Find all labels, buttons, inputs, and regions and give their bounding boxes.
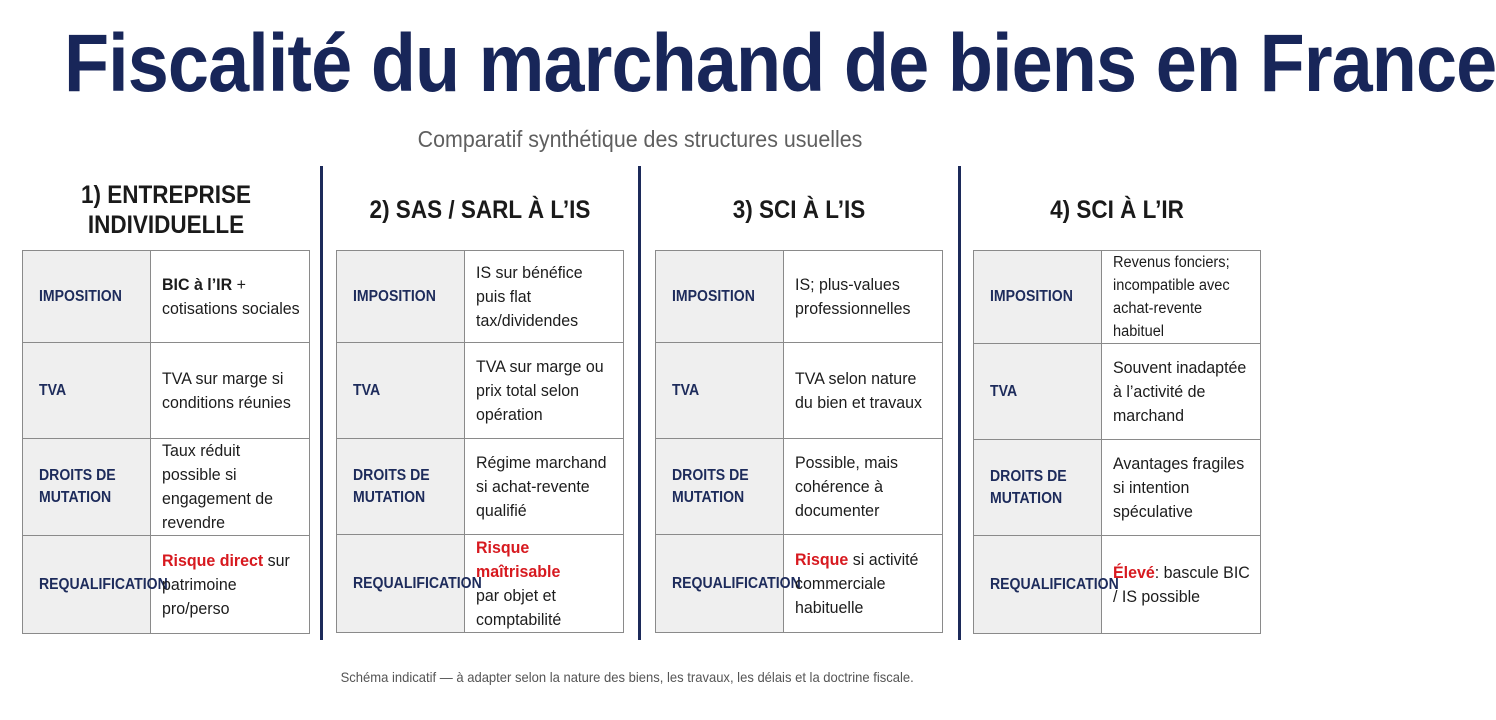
cell-emphasis: BIC à l’IR xyxy=(162,274,233,294)
structure-column-sci-ir xyxy=(973,170,1261,634)
cell-droits-de-mutation: Avantages fragiles si intention spéculative xyxy=(1102,440,1261,536)
column-heading-line: 1) ENTREPRISE xyxy=(80,181,252,209)
row-label-droits-de-mutation: DROITS DE MUTATION xyxy=(974,440,1102,536)
cell-tva: TVA selon nature du bien et travaux xyxy=(784,343,943,439)
table-row xyxy=(656,251,943,343)
cell-droits-de-mutation: Taux réduit possible si engagement de revendre xyxy=(151,439,310,536)
structure-column-sas-sarl-is xyxy=(336,170,624,633)
cell-text: si activité commerciale habituelle xyxy=(795,549,919,617)
column-heading xyxy=(669,170,928,250)
structure-column-entreprise-individuelle xyxy=(22,170,310,634)
table-row xyxy=(656,535,943,633)
row-label-requalification: REQUALIFICATION xyxy=(656,535,784,633)
cell-imposition: IS; plus-values professionnelles xyxy=(784,251,943,343)
cell-tva: Souvent inadaptée à l’activité de marchand xyxy=(1102,344,1261,440)
comparison-table xyxy=(22,250,310,634)
column-heading-line: 4) SCI À L’IR xyxy=(1050,196,1184,224)
table-row xyxy=(23,251,310,343)
table-row xyxy=(337,251,624,343)
cell-requalification xyxy=(1102,536,1261,634)
column-divider xyxy=(320,166,323,640)
cell-imposition: IS sur bénéfice puis flat tax/dividendes xyxy=(465,251,624,343)
table-row xyxy=(23,536,310,634)
cell-text: par objet et comptabilité xyxy=(476,585,562,629)
cell-droits-de-mutation: Régime marchand si achat-revente qualifié xyxy=(465,439,624,535)
cell-imposition: Revenus fonciers; incompatible avec achat-revente habituel xyxy=(1102,251,1261,344)
cell-requalification xyxy=(784,535,943,633)
row-label-tva: TVA xyxy=(337,343,465,439)
column-heading-line: 2) SAS / SARL À L’IS xyxy=(369,196,591,224)
page-title: Fiscalité du marchand de biens en France xyxy=(64,18,1496,109)
cell-requalification xyxy=(465,535,624,633)
cell-text: + cotisations sociales xyxy=(162,274,300,318)
table-row xyxy=(974,440,1261,536)
comparison-table xyxy=(336,250,624,633)
column-heading xyxy=(987,170,1246,250)
comparison-table xyxy=(655,250,943,633)
row-label-imposition: IMPOSITION xyxy=(656,251,784,343)
table-row xyxy=(656,343,943,439)
row-label-imposition: IMPOSITION xyxy=(974,251,1102,344)
row-label-imposition: IMPOSITION xyxy=(337,251,465,343)
table-row xyxy=(974,536,1261,634)
cell-tva: TVA sur marge si conditions réunies xyxy=(151,343,310,439)
column-heading xyxy=(36,170,295,250)
table-row xyxy=(23,439,310,536)
column-heading-line: 3) SCI À L’IS xyxy=(732,196,866,224)
column-divider xyxy=(958,166,961,640)
row-label-imposition: IMPOSITION xyxy=(23,251,151,343)
cell-requalification xyxy=(151,536,310,634)
risk-highlight: Élevé xyxy=(1113,562,1155,582)
table-row xyxy=(337,535,624,633)
table-row xyxy=(656,439,943,535)
table-row xyxy=(337,439,624,535)
row-label-tva: TVA xyxy=(23,343,151,439)
risk-highlight: Risque maîtrisable xyxy=(476,537,561,581)
cell-tva: TVA sur marge ou prix total selon opération xyxy=(465,343,624,439)
table-row xyxy=(23,343,310,439)
footnote: Schéma indicatif — à adapter selon la nature des biens, les travaux, les délais et la doctrine fiscale. xyxy=(340,669,915,685)
column-divider xyxy=(638,166,641,640)
row-label-requalification: REQUALIFICATION xyxy=(337,535,465,633)
risk-highlight: Risque direct xyxy=(162,550,264,570)
structure-column-sci-is xyxy=(655,170,943,633)
column-heading-line: INDIVIDUELLE xyxy=(87,211,245,239)
cell-text: : bascule BIC / IS possible xyxy=(1113,562,1250,606)
table-row xyxy=(974,251,1261,344)
row-label-requalification: REQUALIFICATION xyxy=(974,536,1102,634)
cell-droits-de-mutation: Possible, mais cohérence à documenter xyxy=(784,439,943,535)
table-row xyxy=(337,343,624,439)
row-label-droits-de-mutation: DROITS DE MUTATION xyxy=(337,439,465,535)
comparison-table xyxy=(973,250,1261,634)
row-label-requalification: REQUALIFICATION xyxy=(23,536,151,634)
risk-highlight: Risque xyxy=(795,549,849,569)
row-label-droits-de-mutation: DROITS DE MUTATION xyxy=(23,439,151,536)
cell-imposition xyxy=(151,251,310,343)
cell-text: sur patrimoine pro/perso xyxy=(162,550,290,618)
page-subtitle: Comparatif synthétique des structures usuelles xyxy=(417,126,863,152)
row-label-droits-de-mutation: DROITS DE MUTATION xyxy=(656,439,784,535)
table-row xyxy=(974,344,1261,440)
row-label-tva: TVA xyxy=(656,343,784,439)
column-heading xyxy=(350,170,609,250)
row-label-tva: TVA xyxy=(974,344,1102,440)
